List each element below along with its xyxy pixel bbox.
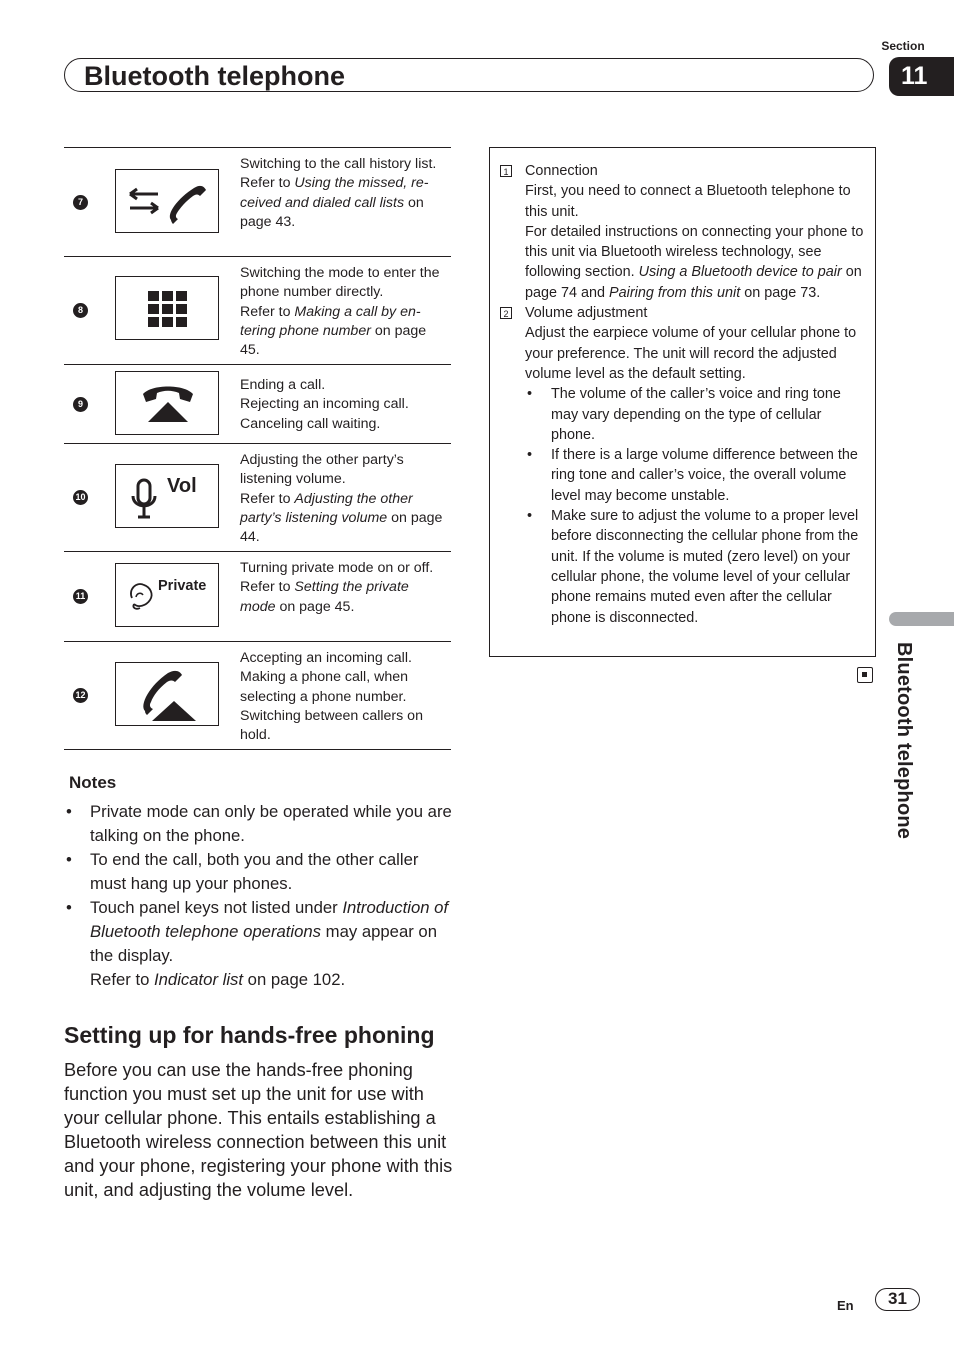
step-number: 1 (500, 165, 512, 177)
accept-call-icon (116, 663, 220, 727)
private-mode-icon (116, 564, 220, 628)
section-label: Section (881, 39, 925, 53)
step-item (499, 303, 869, 628)
key-row (64, 147, 451, 256)
key-number: 8 (73, 303, 88, 318)
notes-list (64, 800, 452, 992)
section-heading: Setting up for hands-free phoning (64, 1022, 435, 1048)
key-number: 12 (73, 688, 88, 703)
private-mode-key (115, 563, 219, 627)
key-description: Turning private mode on or off. Refer to Setting the private mode on page 45. (240, 560, 434, 615)
volume-key (115, 464, 219, 528)
list-item: • If there is a large volume difference between the ring tone and caller’s voice, the overall volume level may become unstable. (525, 445, 869, 506)
section-number: 11 (889, 57, 954, 96)
key-row (64, 443, 451, 551)
key-description: Switching the mode to enter the phone number directly. Refer to Making a call by entering phone number on page 45. (240, 265, 440, 359)
key-number: 7 (73, 195, 88, 210)
steps-list (499, 161, 869, 628)
key-row (64, 641, 451, 750)
note-reference: Refer to Indicator list on page 102. (90, 970, 346, 989)
keypad-icon (116, 277, 220, 341)
step-bullets (525, 384, 869, 628)
notes-title: Notes (69, 773, 117, 792)
side-tab-label: Bluetooth telephone (893, 642, 915, 840)
key-row (64, 364, 451, 443)
end-call-icon (116, 372, 220, 436)
side-tab-marker (889, 612, 954, 626)
private-label: Private (158, 578, 207, 594)
step-text: For detailed instructions on connecting your phone to this unit via Bluetooth wireless technology, see following section. Using a Bluetooth device to pair on page 74 and Pairing from this unit on page 73. (525, 223, 864, 301)
key-number: 10 (73, 490, 88, 505)
keypad-key (115, 276, 219, 340)
step-text: First, you need to connect a Bluetooth telephone to this unit. (525, 183, 851, 220)
key-number: 9 (73, 397, 88, 412)
key-number: 11 (73, 589, 88, 604)
list-item: • The volume of the caller’s voice and ring tone may vary depending on the type of cellular phone. (525, 384, 869, 445)
intro-paragraph: Before you can use the hands-free phoning function you must set up the unit for use with your cellular phone. This entails establishing a Bluetooth wireless connection between this unit and your phone, registering your phone with this unit, and adjusting the volume level. (64, 1060, 453, 1200)
step-title: Connection (525, 163, 598, 179)
page-number: 31 (875, 1288, 920, 1311)
volume-label: Vol (167, 475, 197, 497)
step-text: Adjust the earpiece volume of your cellular phone to your preference. The unit will record the adjusted volume level as the default setting. (525, 325, 857, 382)
key-description: Ending a call. Rejecting an incoming call. Canceling call waiting. (240, 377, 409, 432)
call-history-icon (116, 170, 220, 234)
step-title: Volume adjustment (525, 305, 648, 322)
page-title: Bluetooth telephone (84, 61, 345, 91)
step-number: 2 (500, 307, 512, 319)
list-item: • Private mode can only be operated while you are talking on the phone. (64, 800, 452, 848)
list-item: • Touch panel keys not listed under Introduction of Bluetooth telephone operations may appear on the display. (64, 896, 452, 968)
key-row (64, 551, 451, 641)
call-history-key (115, 169, 219, 233)
accept-call-key (115, 662, 219, 726)
list-item: • To end the call, both you and the other caller must hang up your phones. (64, 848, 452, 896)
list-item: • Make sure to adjust the volume to a proper level before disconnecting the cellular phone from the unit. If the volume is muted (zero level) on your cellular phone, the volume level of your cellular phone remains muted even after the cellular phone is disconnected. (525, 506, 869, 628)
key-description: Accepting an incoming call. Making a phone call, when selecting a phone number. Switching between callers on hold. (240, 650, 423, 744)
key-row (64, 256, 451, 364)
key-description: Adjusting the other party’s listening volume. Refer to Adjusting the other party’s listening volume on page 44. (240, 452, 443, 546)
key-description: Switching to the call history list. Refer to Using the missed, received and dialed call lists on page 43. (240, 156, 437, 230)
step-item (499, 161, 869, 303)
language-code: En (837, 1298, 854, 1313)
section-end-icon (857, 667, 873, 683)
end-call-key (115, 371, 219, 435)
